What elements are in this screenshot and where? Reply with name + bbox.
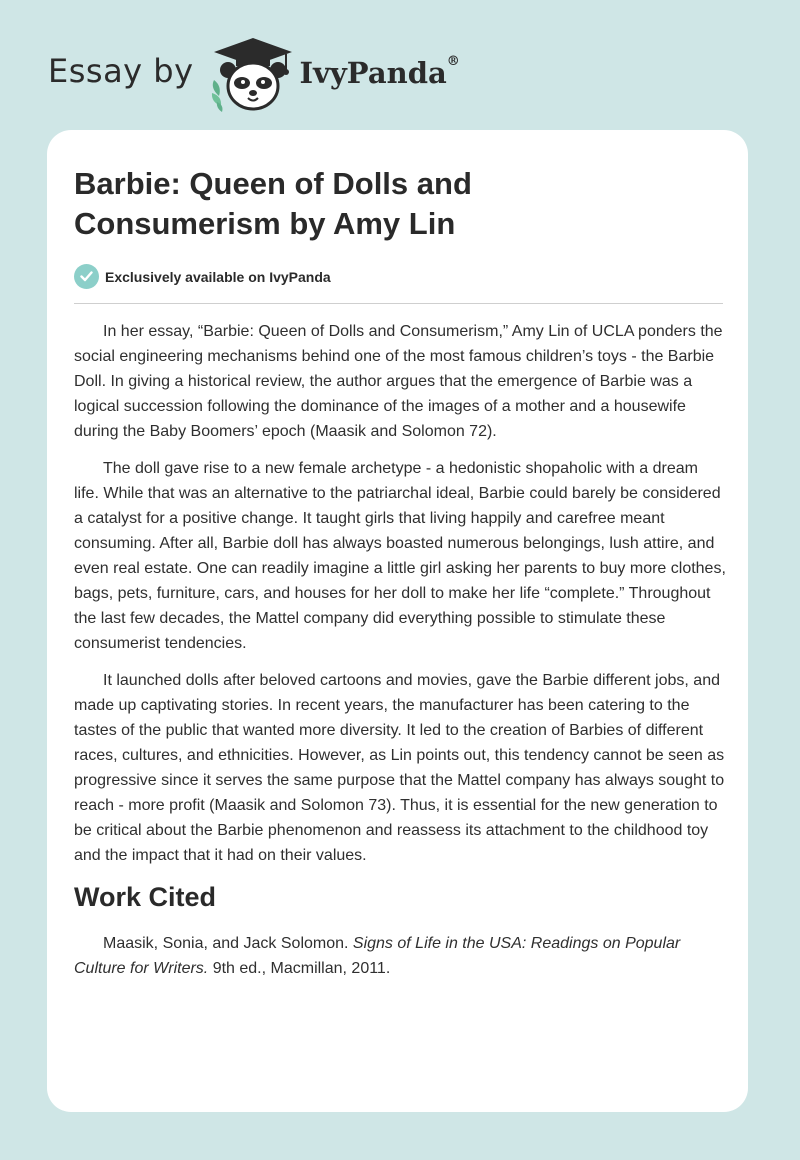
citation-authors: Maasik, Sonia, and Jack Solomon. — [103, 935, 353, 952]
citation-publication: 9th ed., Macmillan, 2011. — [208, 960, 391, 977]
essay-by-label: Essay by — [48, 52, 194, 90]
exclusive-badge — [74, 264, 331, 289]
panda-graduate-icon[interactable] — [208, 36, 298, 114]
works-cited-heading: Work Cited — [74, 882, 217, 912]
body-paragraph-1: In her essay, “Barbie: Queen of Dolls and Consumerism,” Amy Lin of UCLA ponders the social engineering mechanisms behind one of the most famous children’s toys - the Barbie Doll. In giving a historical review, the author argues that the emergence of Barbie was a logical succession following the dominance of the images of a mother and a housewife during the Baby Boomers’ epoch (Maasik and Solomon 72). — [74, 323, 723, 440]
exclusive-badge-label: Exclusively available on IvyPanda — [105, 268, 331, 285]
essay-card — [47, 130, 748, 1112]
ivypanda-wordmark[interactable]: IvyPanda® — [299, 54, 460, 90]
check-circle-icon — [74, 264, 99, 289]
citation-title: Signs of Life in the USA: Readings on Popular Culture for Writers. — [74, 935, 681, 977]
body-paragraph-3: It launched dolls after beloved cartoons and movies, gave the Barbie different jobs, and made up captivating stories. In recent years, the manufacturer has been catering to the tastes of the public that wanted more diversity. It led to the creation of Barbies of different races, cultures, and ethnicities. However, as Lin points out, this tendency cannot be seen as progressive since it serves the same purpose that the Mattel company has always sought to reach - more profit (Maasik and Solomon 73). Thus, it is essential for the new generation to be critical about the Barbie phenomenon and reassess its attachment to the childhood toy and the impact that it had on their values. — [74, 672, 725, 864]
site-header — [48, 36, 460, 114]
body-paragraph-2: The doll gave rise to a new female archetype - a hedonistic shopaholic with a dream life. While that was an alternative to the patriarchal ideal, Barbie could barely be considered a catalyst for a positive change. It taught girls that living happily and carefree meant consuming. After all, Barbie doll has always boasted numerous belongings, lush attire, and even real estate. One can readily imagine a little girl asking her parents to buy more clothes, bags, pets, furniture, cars, and houses for her doll to make her life “complete.” Throughout the last few decades, the Mattel company did everything possible to stimulate these consumerist tendencies. — [74, 460, 726, 652]
page-title: Barbie: Queen of Dolls and Consumerism by Amy Lin — [74, 166, 472, 241]
citation-entry — [74, 931, 726, 981]
essay-body — [74, 319, 726, 993]
registered-mark: ® — [446, 54, 460, 69]
divider — [74, 303, 723, 304]
